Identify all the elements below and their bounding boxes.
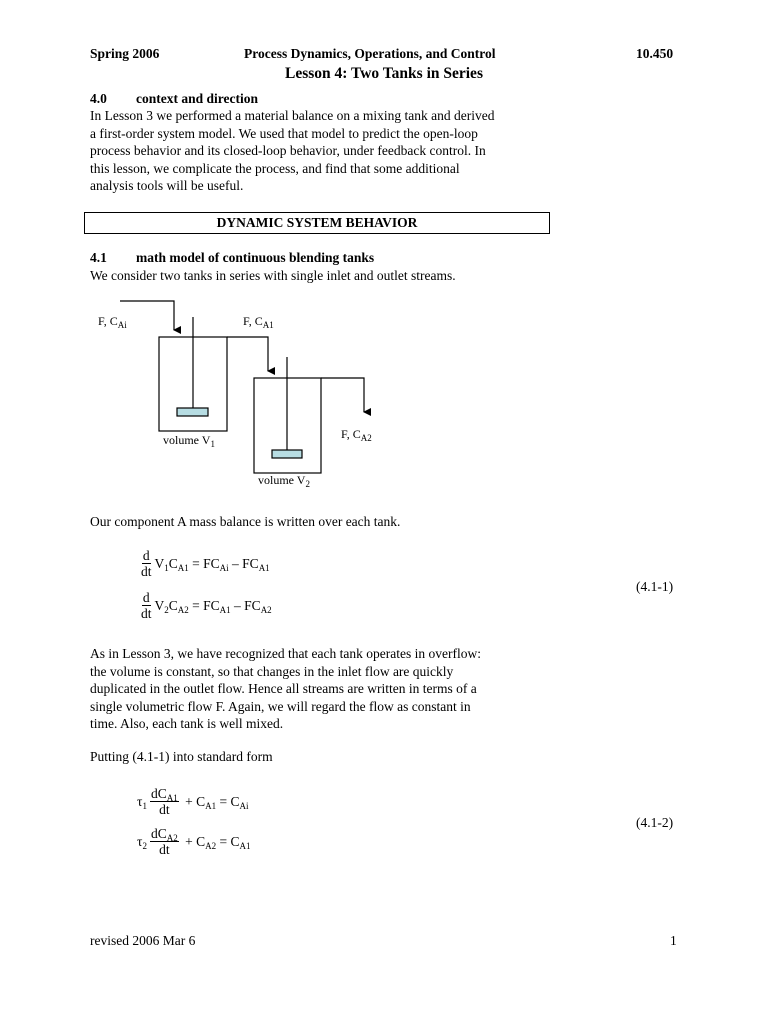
- header-semester: Spring 2006: [90, 46, 160, 61]
- equation-rhs: = $FC_{A1} - FC_{A2}$: [188, 597, 272, 615]
- paragraph-line: duplicated in the outlet flow. Hence all streams are written in terms of a: [90, 681, 477, 696]
- standard-form-text: Putting (4.1-1) into standard form: [90, 749, 273, 764]
- section-4-1-title: math model of continuous blending tanks: [136, 250, 375, 265]
- equation-rhs: = $FC_{Ai} - FC_{A1}$: [188, 555, 270, 573]
- intermediate-stream-line: [227, 337, 268, 371]
- tank-2-impeller: [272, 450, 302, 458]
- section-4-0-title: context and direction: [136, 91, 258, 106]
- equation-rest: + $C_{A2} = C_{A1}$: [181, 833, 251, 851]
- paragraph-line: the volume is constant, so that changes in the inlet flow are quickly: [90, 663, 454, 679]
- paragraph-line: single volumetric flow F. Again, we will regard the flow as constant in: [90, 698, 471, 714]
- paragraph-line: analysis tools will be useful.: [90, 178, 244, 193]
- section-banner: DYNAMIC SYSTEM BEHAVIOR: [84, 212, 550, 234]
- derivative-operator: $\frac{d}{dt}$: [141, 548, 152, 579]
- overflow-paragraph: [90, 645, 550, 733]
- header-course-title: Process Dynamics, Operations, and Control: [244, 46, 496, 61]
- intermediate-stream-label: F, $C_{A1}$: [243, 314, 274, 330]
- paragraph-line: process behavior and its closed-loop behavior, under feedback control. In: [90, 143, 486, 158]
- equation-4-1-2-line-1: [137, 786, 248, 817]
- equation-rest: + $C_{A1} = C_{Ai}$: [181, 793, 249, 811]
- outlet-stream-label: F, $C_{A2}$: [341, 427, 372, 443]
- section-4-0-number: 4.0: [90, 91, 107, 106]
- derivative-fraction: $\frac{dC_{A1}}{dt}$: [150, 786, 178, 817]
- equation-4-1-2-tag: (4.1-2): [636, 815, 674, 830]
- derivative-fraction: $\frac{dC_{A2}}{dt}$: [150, 826, 178, 857]
- derivative-operator: $\frac{d}{dt}$: [141, 590, 152, 621]
- outlet-stream-line: [321, 378, 364, 412]
- time-constant: $\tau_1$: [137, 793, 147, 811]
- paragraph-line: In Lesson 3 we performed a material balance on a mixing tank and derived: [90, 108, 495, 123]
- footer-revised-date: revised 2006 Mar 6: [90, 933, 196, 948]
- paragraph-line: As in Lesson 3, we have recognized that each tank operates in overflow:: [90, 646, 481, 661]
- lesson-title: Lesson 4: Two Tanks in Series: [285, 65, 483, 82]
- equation-4-1-1-line-1: [141, 548, 270, 579]
- tank-2-volume-label: volume $V_2$: [258, 473, 310, 489]
- section-4-1-number: 4.1: [90, 250, 107, 265]
- paragraph-line: time. Also, each tank is well mixed.: [90, 716, 284, 731]
- header-course-number: 10.450: [636, 46, 674, 61]
- equation-lhs: $V_2C_{A2}$: [154, 597, 189, 615]
- footer-page-number: 1: [670, 933, 677, 948]
- inlet-stream-line: [120, 301, 174, 330]
- mass-balance-text: Our component A mass balance is written over each tank.: [90, 514, 401, 529]
- equation-4-1-1-tag: (4.1-1): [636, 579, 674, 594]
- inlet-stream-label: F, $C_{Ai}$: [98, 314, 127, 330]
- tank-1-impeller: [177, 408, 208, 416]
- equation-4-1-2-line-2: [137, 826, 250, 857]
- section-4-1-intro: We consider two tanks in series with single inlet and outlet streams.: [90, 268, 456, 283]
- tank-1-volume-label: volume $V_1$: [163, 433, 215, 449]
- equation-4-1-1-line-2: [141, 590, 272, 621]
- time-constant: $\tau_2$: [137, 833, 147, 851]
- paragraph-line: a first-order system model. We used that model to predict the open-loop: [90, 125, 478, 141]
- equation-lhs: $V_1C_{A1}$: [154, 555, 189, 573]
- paragraph-line: this lesson, we complicate the process, and find that some additional: [90, 160, 460, 176]
